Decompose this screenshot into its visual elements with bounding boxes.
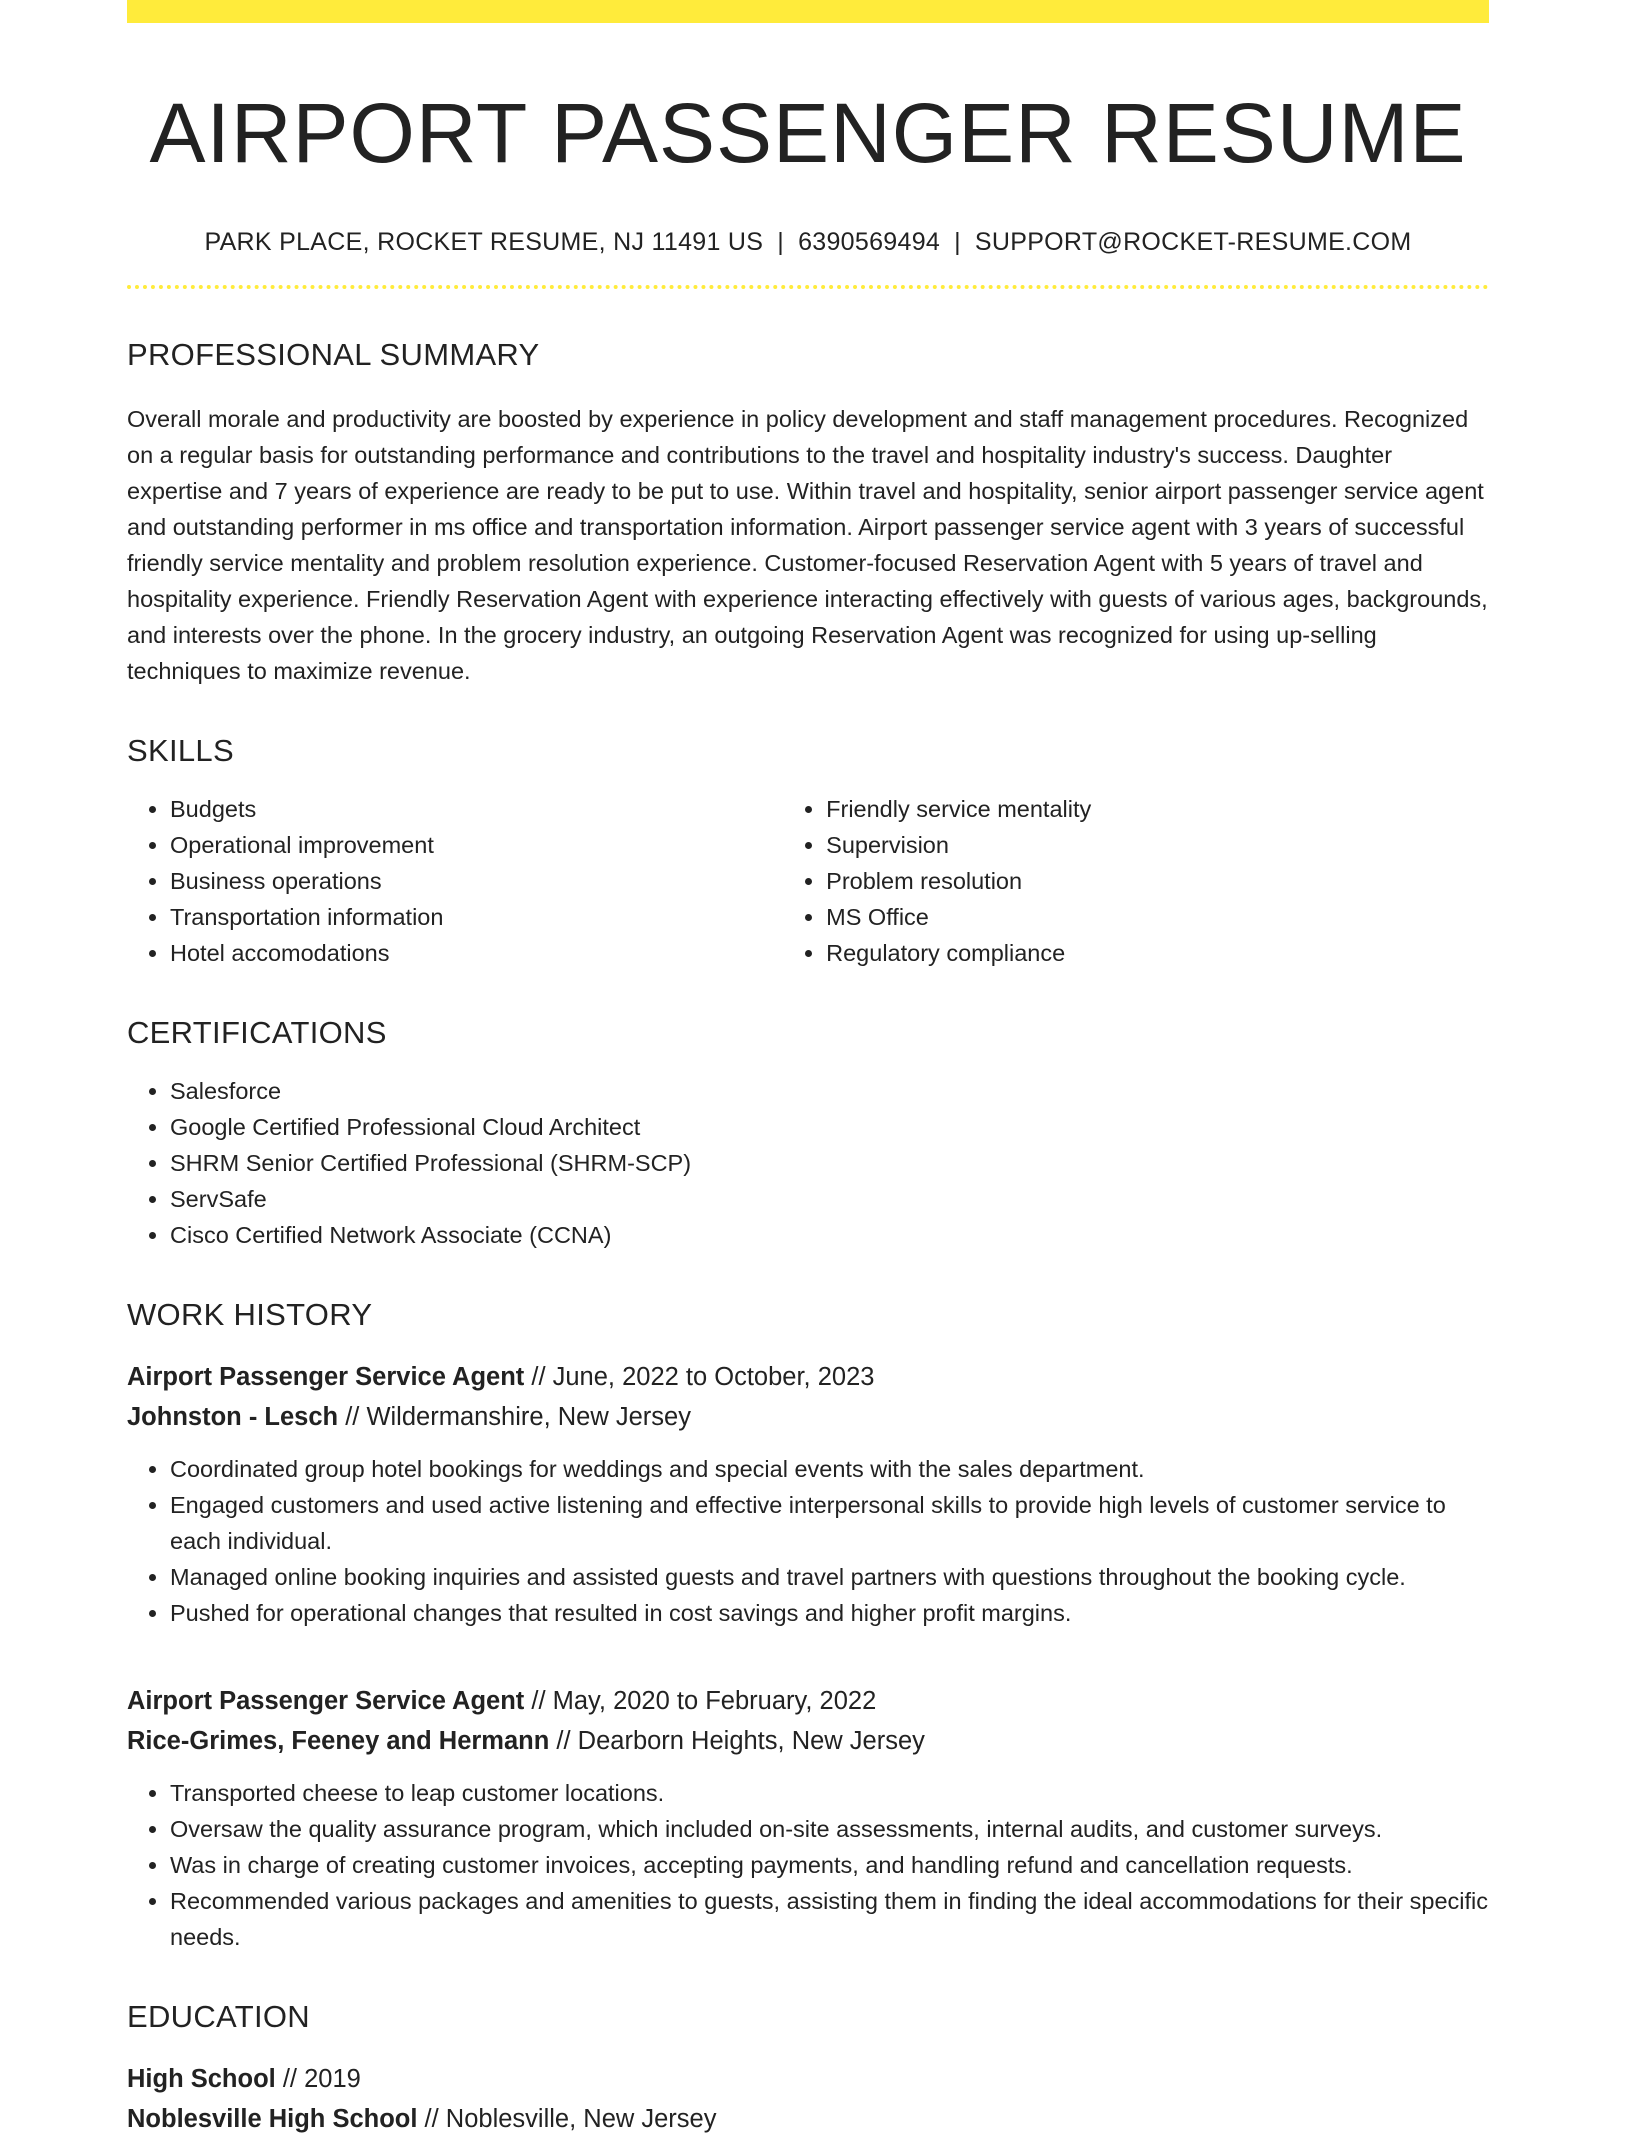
skill-item: • MS Office [826,899,1489,935]
skill-item: • Supervision [826,827,1489,863]
certification-item: • ServSafe [170,1181,1489,1217]
education-degree: High School [127,2064,276,2093]
job-bullets [127,1775,1489,1955]
job-dates: // June, 2022 to October, 2023 [524,1362,875,1391]
education-school-line [127,2099,1489,2139]
job-bullet: • Pushed for operational changes that resulted in cost savings and higher profit margins. [170,1595,1489,1631]
job-company-line [127,1397,1489,1437]
education-degree-line [127,2059,1489,2099]
job-company: Johnston - Lesch [127,1402,339,1431]
certification-item: • Google Certified Professional Cloud Architect [170,1109,1489,1145]
job-location: // Wildermanshire, New Jersey [338,1402,691,1431]
skill-item: • Regulatory compliance [826,935,1489,971]
job-bullet: • Engaged customers and used active listening and effective interpersonal skills to provide high levels of customer service to each individual. [170,1487,1489,1559]
job-title-line [127,1681,1489,1721]
skills-list-left [127,791,783,971]
summary-text: Overall morale and productivity are boosted by experience in policy development and staff management procedures. Recognized on a regular basis for outstanding performance and contributions to the travel and hospitality industry's success. Daughter expertise and 7 years of experience are ready to be put to use. Within travel and hospitality, senior airport passenger service agent and outstanding performer in ms office and transportation information. Airport passenger service agent with 3 years of successful friendly service mentality and problem resolution experience. Customer-focused Reservation Agent with 5 years of travel and hospitality experience. Friendly Reservation Agent with experience interacting effectively with guests of various ages, backgrounds, and interests over the phone. In the grocery industry, an outgoing Reservation Agent was recognized for using up-selling techniques to maximize revenue. [127,405,1488,684]
contact-line [127,228,1489,257]
contact-email: SUPPORT@ROCKET-RESUME.COM [974,227,1412,256]
certifications-list [127,1073,1489,1253]
skills-list-right [783,791,1489,971]
job-bullet: • Oversaw the quality assurance program, which included on-site assessments, internal audits, and customer surveys. [170,1811,1489,1847]
contact-phone: 6390569494 [798,227,941,256]
contact-address: PARK PLACE, ROCKET RESUME, NJ 11491 US [204,227,764,256]
job-bullet: • Coordinated group hotel bookings for weddings and special events with the sales department. [170,1451,1489,1487]
job-bullets [127,1451,1489,1631]
job-entry [127,1357,1489,1631]
job-company: Rice-Grimes, Feeney and Hermann [127,1726,550,1755]
education-year: // 2019 [275,2064,361,2093]
certifications-section [127,1015,1489,1253]
certification-item: • Salesforce [170,1073,1489,1109]
job-bullet: • Managed online booking inquiries and assisted guests and travel partners with questions throughout the booking cycle. [170,1559,1489,1595]
certifications-heading: CERTIFICATIONS [127,1014,387,1050]
job-title: Airport Passenger Service Agent [127,1362,525,1391]
education-school: Noblesville High School [127,2104,418,2133]
resume-page [127,0,1489,2139]
skills-heading: SKILLS [127,732,234,768]
job-bullet: • Was in charge of creating customer invoices, accepting payments, and handling refund and cancellation requests. [170,1847,1489,1883]
education-section [127,1999,1489,2139]
summary-heading: PROFESSIONAL SUMMARY [127,336,540,372]
skill-item: • Problem resolution [826,863,1489,899]
contact-separator: | [954,227,961,256]
skill-item: • Hotel accomodations [170,935,783,971]
job-company-line [127,1721,1489,1761]
education-heading: EDUCATION [127,1998,310,2034]
job-title-line [127,1357,1489,1397]
job-location: // Dearborn Heights, New Jersey [549,1726,925,1755]
job-bullet: • Recommended various packages and amenities to guests, assisting them in finding the ideal accommodations for their specific needs. [170,1883,1489,1955]
job-dates: // May, 2020 to February, 2022 [524,1686,877,1715]
resume-title: AIRPORT PASSENGER RESUME [149,86,1467,180]
skill-item: • Business operations [170,863,783,899]
accent-bar [127,0,1489,23]
skills-columns [127,769,1489,971]
work-history-heading: WORK HISTORY [127,1296,373,1332]
contact-separator: | [777,227,785,256]
certification-item: • SHRM Senior Certified Professional (SHRM-SCP) [170,1145,1489,1181]
skills-section [127,733,1489,971]
skill-item: • Transportation information [170,899,783,935]
dotted-divider [127,285,1489,289]
certification-item: • Cisco Certified Network Associate (CCNA) [170,1217,1489,1253]
education-location: // Noblesville, New Jersey [417,2104,717,2133]
education-entry [127,2059,1489,2139]
job-entry [127,1681,1489,1955]
skill-item: • Operational improvement [170,827,783,863]
skill-item: • Friendly service mentality [826,791,1489,827]
work-history-section [127,1297,1489,1955]
summary-section [127,337,1489,689]
skill-item: • Budgets [170,791,783,827]
job-title: Airport Passenger Service Agent [127,1686,525,1715]
job-bullet: • Transported cheese to leap customer locations. [170,1775,1489,1811]
